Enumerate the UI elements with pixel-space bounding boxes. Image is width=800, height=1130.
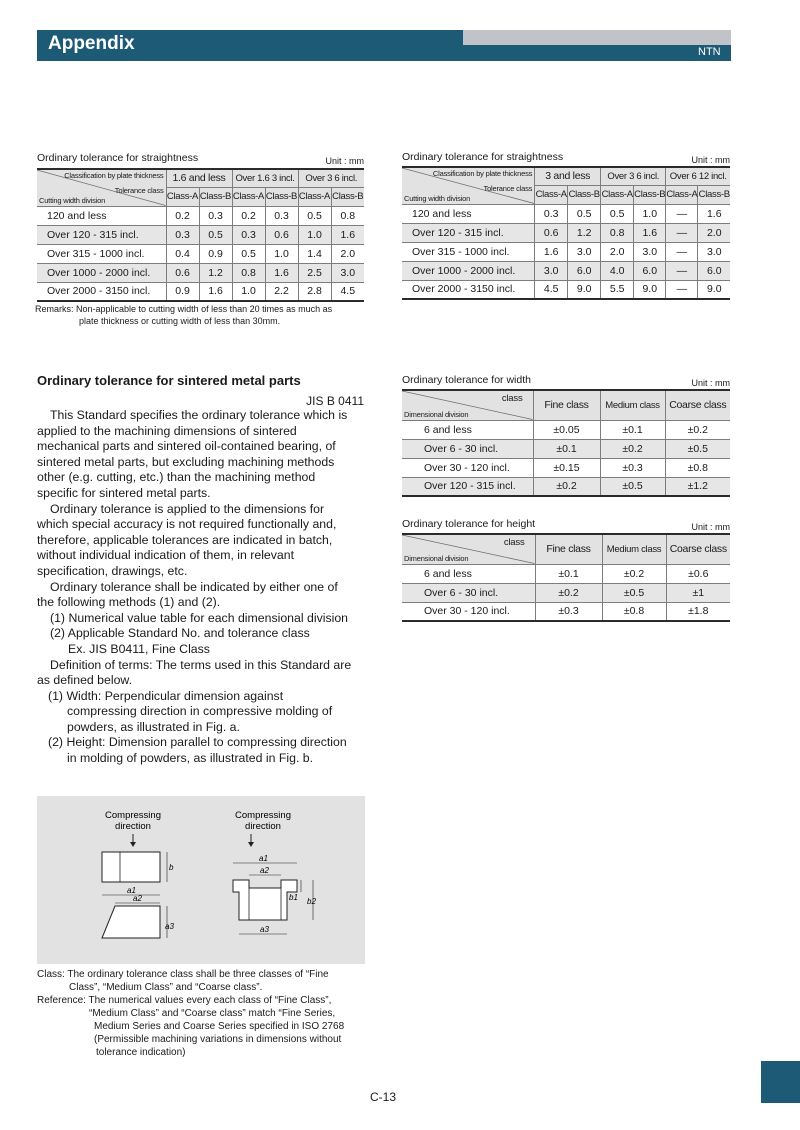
table-cell: 0.8	[232, 263, 265, 282]
header-accent-bar	[463, 30, 731, 45]
table-cell: ±0.2	[665, 420, 730, 439]
table-cell: 0.3	[265, 206, 298, 225]
table-cell: 1.0	[232, 282, 265, 301]
table-cell: ±0.2	[533, 477, 600, 496]
body-line: applied to the machining dimensions of sintered	[37, 423, 297, 438]
figure-panel	[37, 796, 365, 964]
table2-caption: Ordinary tolerance for straightness	[402, 151, 564, 163]
table1-caption: Ordinary tolerance for straightness	[37, 152, 199, 164]
table-cell: 0.5	[568, 204, 601, 223]
table-row	[402, 420, 730, 439]
table-cell: 0.3	[535, 204, 568, 223]
table1-class-header: Class-A	[166, 187, 199, 206]
body-line: Ordinary tolerance shall be indicated by either one of	[50, 579, 338, 594]
table-cell: 3.0	[698, 242, 730, 261]
table1-class-header: Class-B	[265, 187, 298, 206]
body-line: sintered metal parts, but excluding machining methods	[37, 454, 335, 469]
dim-a1-label: a1	[127, 886, 136, 895]
table1-group-header: 1.6 and less	[166, 169, 232, 187]
body-line: other (e.g. cutting, etc.) than the machining method	[37, 470, 316, 485]
table-cell: ±0.8	[665, 458, 730, 477]
table-cell: ±0.15	[533, 458, 600, 477]
table-cell: ±0.5	[602, 583, 666, 602]
table-row	[37, 225, 364, 244]
remarks-line: plate thickness or cutting width of less than 30mm.	[79, 316, 281, 326]
table1-class-header: Class-B	[199, 187, 232, 206]
row-label: Over 120 - 315 incl.	[402, 477, 533, 496]
table4-height	[402, 533, 730, 622]
body-line: specific for sintered metal parts.	[37, 485, 211, 500]
row-label: 120 and less	[37, 206, 166, 225]
row-label: Over 30 - 120 incl.	[402, 602, 535, 621]
dim-b-label: b	[169, 863, 174, 872]
standard-number: JIS B 0411	[306, 394, 364, 408]
table-cell: ±0.2	[602, 564, 666, 583]
table-row	[37, 206, 364, 225]
table3-unit: Unit : mm	[691, 378, 730, 388]
body-line: (1) Width: Perpendicular dimension against	[48, 688, 284, 703]
table-cell: —	[666, 204, 698, 223]
fig-label-right-1: Compressing	[235, 810, 291, 821]
table4-header: Medium class	[602, 534, 666, 564]
body-line: Ordinary tolerance is applied to the dimensions for	[50, 501, 325, 516]
row-label: 6 and less	[402, 420, 533, 439]
table-cell: —	[666, 280, 698, 299]
table-cell: 3.0	[568, 242, 601, 261]
table1-straightness	[37, 168, 364, 302]
table3-header: Coarse class	[665, 390, 730, 420]
table2-class-header: Class-A	[601, 185, 634, 204]
table-cell: ±0.1	[600, 420, 665, 439]
table-cell: 1.6	[265, 263, 298, 282]
note-line: Reference: The numerical values every each class of “Fine Class”,	[37, 995, 332, 1006]
table-cell: 4.5	[331, 282, 364, 301]
table-row	[402, 602, 730, 621]
table-cell: 0.5	[232, 244, 265, 263]
table2-class-header: Class-B	[634, 185, 666, 204]
table-cell: 4.0	[601, 261, 634, 280]
table2-diag-bottom: Cutting width division	[404, 193, 471, 203]
body-line: (2) Height: Dimension parallel to compressing direction	[48, 735, 347, 750]
table3-diagonal-header	[402, 390, 533, 420]
arrow-down-icon	[130, 842, 136, 847]
table4-diag-bottom: Dimensional division	[404, 553, 469, 563]
table-cell: 4.5	[535, 280, 568, 299]
table-row	[402, 477, 730, 496]
page-title: Appendix	[48, 33, 135, 54]
table1-class-header: Class-A	[232, 187, 265, 206]
table-cell: 1.6	[331, 225, 364, 244]
fig-label-left-2: direction	[115, 821, 151, 832]
table-cell: 6.0	[568, 261, 601, 280]
table-cell: 2.8	[298, 282, 331, 301]
row-label: Over 30 - 120 incl.	[402, 458, 533, 477]
table2-class-header: Class-B	[698, 185, 730, 204]
section-title: Ordinary tolerance for sintered metal parts	[37, 373, 301, 388]
table-cell: 9.0	[698, 280, 730, 299]
table-cell: ±0.2	[600, 439, 665, 458]
table-row	[37, 282, 364, 301]
table1-diag-bottom: Cutting width division	[39, 195, 106, 205]
table-cell: 3.0	[535, 261, 568, 280]
table1-unit: Unit : mm	[325, 156, 364, 166]
table-row	[402, 280, 730, 299]
fig-label-right-2: direction	[245, 821, 281, 832]
table-row	[402, 242, 730, 261]
table1-class-header: Class-B	[331, 187, 364, 206]
table1-remarks	[35, 303, 332, 327]
table1-class-header: Class-A	[298, 187, 331, 206]
table-cell: 9.0	[568, 280, 601, 299]
table3-diag-bottom: Dimensional division	[404, 409, 469, 419]
dim-a3-label: a3	[165, 922, 174, 931]
table4-header: Fine class	[535, 534, 602, 564]
body-line: the following methods (1) and (2).	[37, 595, 221, 610]
table2-diag-mid: Tolerance class	[483, 184, 533, 193]
body-line: without individual indication of them, in relevant	[37, 548, 295, 563]
table-cell: 2.5	[298, 263, 331, 282]
row-label: Over 2000 - 3150 incl.	[37, 282, 166, 301]
table3-width	[402, 389, 730, 497]
figure-drawing	[37, 796, 365, 964]
table-cell: 2.2	[265, 282, 298, 301]
table4-unit: Unit : mm	[691, 522, 730, 532]
table3-diag-top: class	[501, 393, 523, 404]
table-cell: 0.6	[166, 263, 199, 282]
table-cell: —	[666, 261, 698, 280]
dim-a3-label-right: a3	[260, 925, 269, 934]
dim-b2-label: b2	[307, 897, 316, 906]
table2-class-header: Class-A	[666, 185, 698, 204]
row-label: Over 2000 - 3150 incl.	[402, 280, 535, 299]
table2-group-header: Over 3 6 incl.	[601, 167, 666, 185]
table-row	[37, 244, 364, 263]
table-cell: 2.0	[698, 223, 730, 242]
table1-diag-mid: Tolerance class	[114, 186, 164, 195]
table-cell: 0.4	[166, 244, 199, 263]
row-label: Over 315 - 1000 incl.	[402, 242, 535, 261]
body-line: therefore, applicable tolerances are indicated in batch,	[37, 532, 333, 547]
dim-a1-label-right: a1	[259, 854, 268, 863]
table2-group-header: Over 6 12 incl.	[666, 167, 730, 185]
table4-diagonal-header	[402, 534, 535, 564]
note-line: Class: The ordinary tolerance class shall be three classes of “Fine	[37, 969, 329, 980]
dim-b1-label: b1	[289, 893, 298, 902]
table-row	[402, 458, 730, 477]
table-cell: 0.5	[199, 225, 232, 244]
body-line: (2) Applicable Standard No. and tolerance class	[50, 626, 310, 641]
table-row	[402, 223, 730, 242]
table-cell: 5.5	[601, 280, 634, 299]
note-line: tolerance indication)	[96, 1047, 186, 1058]
table1-diag-top: Classification by plate thickness	[64, 171, 164, 180]
note-line: Medium Series and Coarse Series specified in ISO 2768	[94, 1021, 345, 1032]
table-row	[402, 439, 730, 458]
body-line: compressing direction in compressive molding of	[67, 704, 333, 719]
table-cell: 1.6	[535, 242, 568, 261]
table-cell: 3.0	[331, 263, 364, 282]
body-line: as defined below.	[37, 673, 133, 688]
body-line: This Standard specifies the ordinary tolerance which is	[50, 408, 348, 422]
row-label: Over 1000 - 2000 incl.	[402, 261, 535, 280]
table-row	[402, 261, 730, 280]
table2-class-header: Class-A	[535, 185, 568, 204]
table-cell: ±0.5	[600, 477, 665, 496]
table-cell: 0.8	[601, 223, 634, 242]
body-line: (1) Numerical value table for each dimensional division	[50, 610, 349, 625]
table4-diag-top: class	[503, 537, 525, 548]
table-cell: 6.0	[634, 261, 666, 280]
table-cell: ±0.6	[666, 564, 730, 583]
note-line: (Permissible machining variations in dimensions without	[94, 1034, 342, 1045]
row-label: 6 and less	[402, 564, 535, 583]
fig-label-left-1: Compressing	[105, 810, 161, 821]
note-line: “Medium Class” and “Coarse class” match “Fine Series,	[89, 1008, 336, 1019]
body-line: Definition of terms: The terms used in this Standard are	[50, 657, 352, 672]
class-notes	[37, 968, 344, 1059]
table-cell: 1.0	[265, 244, 298, 263]
row-label: Over 6 - 30 incl.	[402, 439, 533, 458]
table-cell: 0.9	[199, 244, 232, 263]
table2-straightness	[402, 166, 730, 300]
table-cell: 0.5	[298, 206, 331, 225]
body-line: powders, as illustrated in Fig. a.	[67, 719, 240, 734]
remarks-line: Remarks: Non-applicable to cutting width of less than 20 times as much as	[35, 304, 333, 314]
table4-header: Coarse class	[666, 534, 730, 564]
table-cell: ±1.8	[666, 602, 730, 621]
dim-a2-label: a2	[133, 894, 142, 903]
table2-unit: Unit : mm	[691, 155, 730, 165]
table1-group-header: Over 1.6 3 incl.	[232, 169, 298, 187]
table-cell: ±0.05	[533, 420, 600, 439]
table2-class-header: Class-B	[568, 185, 601, 204]
table2-group-header: 3 and less	[535, 167, 601, 185]
table-cell: 6.0	[698, 261, 730, 280]
table-cell: ±0.1	[535, 564, 602, 583]
table2-diagonal-header	[402, 167, 535, 204]
table-cell: ±0.1	[533, 439, 600, 458]
table-row	[402, 564, 730, 583]
body-line: mechanical parts and sintered oil-contained bearing, of	[37, 439, 336, 454]
table-row	[37, 263, 364, 282]
table3-header: Fine class	[533, 390, 600, 420]
row-label: Over 1000 - 2000 incl.	[37, 263, 166, 282]
row-label: Over 315 - 1000 incl.	[37, 244, 166, 263]
table-cell: 1.0	[298, 225, 331, 244]
table3-caption: Ordinary tolerance for width	[402, 374, 531, 386]
brand-label: NTN	[698, 46, 721, 58]
table-cell: 1.2	[568, 223, 601, 242]
table-cell: —	[666, 223, 698, 242]
body-line: which special accuracy is not required functionally and,	[37, 517, 337, 532]
table-cell: 2.0	[331, 244, 364, 263]
table-row	[402, 204, 730, 223]
table-cell: 1.6	[698, 204, 730, 223]
dim-a2-label-right: a2	[260, 866, 269, 875]
table-cell: 1.0	[634, 204, 666, 223]
table-cell: ±0.2	[535, 583, 602, 602]
table-cell: ±1.2	[665, 477, 730, 496]
row-label: Over 6 - 30 incl.	[402, 583, 535, 602]
table-cell: 1.6	[634, 223, 666, 242]
table-cell: 0.2	[166, 206, 199, 225]
table1-group-header: Over 3 6 incl.	[298, 169, 364, 187]
table-cell: 1.2	[199, 263, 232, 282]
arrow-down-icon	[248, 842, 254, 847]
body-line: in molding of powders, as illustrated in Fig. b.	[67, 751, 314, 766]
table-cell: ±0.3	[600, 458, 665, 477]
table3-header: Medium class	[600, 390, 665, 420]
table4-caption: Ordinary tolerance for height	[402, 518, 536, 530]
table-cell: 1.6	[199, 282, 232, 301]
table-cell: 0.3	[199, 206, 232, 225]
table-cell: 0.6	[535, 223, 568, 242]
note-line: Class”, “Medium Class” and “Coarse class”.	[69, 982, 263, 993]
page-number: C-13	[370, 1090, 397, 1104]
table-cell: ±0.8	[602, 602, 666, 621]
table-cell: 0.9	[166, 282, 199, 301]
table1-diagonal-header	[37, 169, 166, 206]
table-cell: 0.3	[166, 225, 199, 244]
table-cell: 0.8	[331, 206, 364, 225]
section-body	[37, 408, 367, 767]
table-cell: 0.2	[232, 206, 265, 225]
table-cell: 3.0	[634, 242, 666, 261]
side-index-tab	[761, 1061, 800, 1103]
table-cell: ±1	[666, 583, 730, 602]
table-cell: ±0.3	[535, 602, 602, 621]
table-cell: 2.0	[601, 242, 634, 261]
table-cell: ±0.5	[665, 439, 730, 458]
table-cell: 1.4	[298, 244, 331, 263]
table-cell: —	[666, 242, 698, 261]
body-line: specification, drawings, etc.	[37, 563, 188, 578]
row-label: 120 and less	[402, 204, 535, 223]
table-row	[402, 583, 730, 602]
table-cell: 0.6	[265, 225, 298, 244]
table-cell: 0.5	[601, 204, 634, 223]
row-label: Over 120 - 315 incl.	[37, 225, 166, 244]
part-b-body	[233, 880, 297, 920]
table-cell: 9.0	[634, 280, 666, 299]
table-cell: 0.3	[232, 225, 265, 244]
row-label: Over 120 - 315 incl.	[402, 223, 535, 242]
table2-diag-top: Classification by plate thickness	[432, 169, 533, 178]
body-line: Ex. JIS B0411, Fine Class	[68, 641, 210, 656]
part-a-bottom	[102, 906, 160, 938]
part-a-top	[102, 852, 160, 882]
